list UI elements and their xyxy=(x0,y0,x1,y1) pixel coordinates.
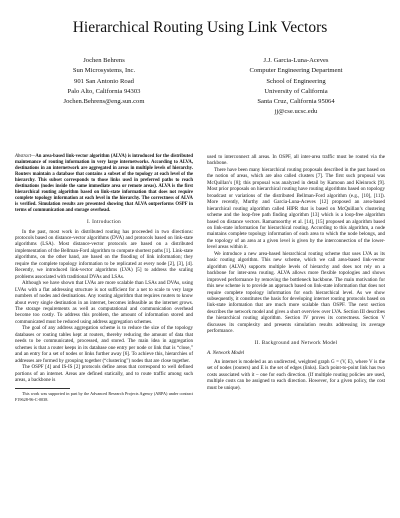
subsection-heading-network-model: A. Network Model xyxy=(207,349,245,356)
paper-title: Hierarchical Routing Using Link Vectors xyxy=(72,19,328,36)
author-university: University of California xyxy=(264,87,328,95)
author-block-behrens xyxy=(14,56,194,107)
section-heading-background: II. Background and Network Model xyxy=(254,339,338,346)
author-address: 901 San Antonio Road xyxy=(74,77,134,85)
abstract-label: Abstract— xyxy=(15,154,36,159)
left-column xyxy=(15,154,193,402)
footnote-divider xyxy=(15,388,70,389)
paragraph: The goal of any address aggregation scheme is to reduce the size of the topology databases or routing tables kept at routers, thereby reducing the amount of data that needs to be communicated, processed, and stored. The main idea in aggregation schemes is that a router keeps in its database one entry per node or link that is “close,” and an entry for a set of nodes or links further away [6]. To achieve this, hierarchies of addresses are formed by grouping together (“clustering”) nodes that are close together. xyxy=(15,325,193,364)
paragraph: An internet is modeled as an undirected, weighted graph G = (V, E), where V is the set of nodes (routers) and E is the set of edges (links). Each point-to-point link has two costs associated with it – one for each direction. (If multiple routing policies are used, multiple costs can be assigned to each direction. However, for a given policy, the cost must be unique). xyxy=(207,358,385,391)
author-name: Jochen Behrens xyxy=(83,57,125,64)
paragraph: used to interconnect all areas. In OSPF, all inter-area traffic must be routed via the backbone. xyxy=(207,154,385,167)
author-email: jj@cse.ucsc.edu xyxy=(274,108,318,116)
author-affiliation: Computer Engineering Department xyxy=(249,67,343,75)
author-email: Jochen.Behrens@eng.sun.com xyxy=(63,98,145,106)
author-affiliation: Sun Microsystems, Inc. xyxy=(72,67,136,75)
paragraph: We introduce a new area-based hierarchical routing scheme that uses LVA as its basic routing algorithm. This new scheme, which we call area-based link-vector algorithm (ALVA) supports multiple levels of hierarchy and does not rely on a backbone for inter-area routing. ALVA allows more flexible topologies and shows improved performance by removing the bottleneck backbone. The main motivation for this new scheme is to provide an approach based on link-state information that does not require complete topology information for each hierarchical level. As we show subsequently, it constitutes the basis for developing internet routing protocols based on link-state information that are much more scalable than OSPF. The next section describes the network model and gives a short overview over LVA. Section III describes the hierarchical routing algorithm. Section IV proves its correctness. Section V discusses its complexity and presents simulation results addressing its average performance. xyxy=(207,250,385,335)
author-block-garcia-luna-aceves xyxy=(206,56,386,118)
right-column xyxy=(207,154,385,391)
author-city: Palo Alto, California 94303 xyxy=(67,87,141,95)
section-heading-introduction: I. Introduction xyxy=(87,218,121,225)
footnote: This work was supported in part by the Advanced Research Projects Agency (ARPA) under contract F19628-96-C-0038. xyxy=(15,391,193,402)
author-name: J.J. Garcia-Luna-Aceves xyxy=(263,57,329,64)
paragraph: Although we have shown that LVAs are more scalable than LSAs and DVAs, using LVAs with a flat addressing structure is not sufficient for a net to scale to very large numbers of nodes and destinations. Any routing algorithm that requires routers to know about every single destination in an internet, becomes infeasible as the internet grows. The storage requirements as well as computational and communication overhead become too costly. To address this problem, the amount of information stored and communicated must be reduced using address aggregation schemes. xyxy=(15,280,193,325)
paragraph: The OSPF [4] and IS-IS [2] protocols define areas that correspond to well defined portions of an internet. Areas are defined statically, and to route traffic among such areas, a backbone is xyxy=(15,364,193,383)
author-city: Santa Cruz, California 95064 xyxy=(257,98,335,106)
abstract xyxy=(15,154,193,214)
paragraph: In the past, most work in distributed routing has proceeded in two directions: protocols based on distance-vector algorithms (DVA) and protocols based on link-state algorithms (LSA). Most distance-vector protocols are based on a distributed implementation of the Bellman-Ford algorithm to compute shortest paths [1]. Link-state algorithms, on the other hand, are based on the flooding of link information; they require the complete topology information to be replicated at every node [2], [3], [4]. Recently, we introduced link-vector algorithms (LVA) [5] to address the scaling problems associated with traditional DVAs and LSAs. xyxy=(15,228,193,280)
abstract-text: An area-based link-vector algorithm (ALVA) is introduced for the distributed maintenance of routing information in very large internetworks. According to ALVA, destinations in an internetwork are aggregated in areas in multiple levels of hierarchy. Routers maintain a database that contains a subset of the topology at each level of the hierarchy. This subset corresponds to those links used in preferred paths to reach destinations (nodes inside the same immediate area or remote areas). ALVA is the first hierarchical routing algorithm based on link-state information that does not require complete topology information at each level in the hierarchy. The correctness of ALVA is verified. Simulation results are presented showing that ALVA outperforms OSPF in terms of communication and storage overhead. xyxy=(15,154,193,213)
author-school: School of Engineering xyxy=(266,77,326,85)
paragraph: There have been many hierarchical routing proposals described in the past based on the notion of areas, which are also called clusters [7]. The first such proposal was McQuillan’s [8]; this proposal was analyzed in detail by Kamoun and Kleinrock [9]. Most prior proposals on hierarchical routing have routing algorithms based on topology broadcast or variations of the distributed Bellman-Ford algorithm (e.g., [10], [11]). More recently, Murthy and Garcia-Luna-Aceves [12] proposed an area-based hierarchical routing algorithm called HIPR that is based on McQuillan’s clustering scheme and the loop-free path finding algorithm [13] which is a loop-free algorithm based on distance vectors. Ramamoorthy et al. [14], [15] proposed an algorithm based on link-state information for hierarchical routing. According to this algorithm, a node maintains complete topology information of each area to which the node belongs, and the topology of an area at a given level is given by the interconnection of the lower-level areas within it. xyxy=(207,166,385,251)
